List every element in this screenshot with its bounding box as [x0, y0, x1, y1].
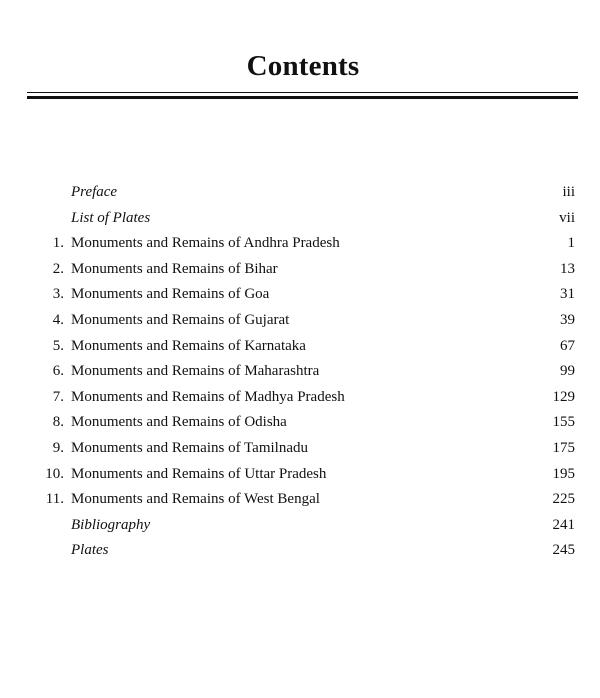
entry-number: 10.: [45, 465, 64, 482]
entry-page: 175: [552, 439, 575, 456]
entry-title: Monuments and Remains of Karnataka: [71, 337, 306, 354]
toc-entry: [0, 335, 600, 361]
entry-page: 99: [560, 363, 575, 380]
entry-title: Monuments and Remains of Madhya Pradesh: [71, 388, 345, 405]
entry-number: 5.: [52, 337, 64, 354]
toc-entry: [0, 360, 600, 386]
page-title: Contents: [246, 50, 360, 82]
entry-page: 225: [552, 491, 575, 508]
entry-page: 155: [552, 414, 575, 431]
entry-page: 245: [552, 542, 575, 559]
toc-entry: [0, 232, 600, 258]
entry-page: 1: [567, 235, 575, 252]
toc-entry: [0, 386, 600, 412]
entry-page: vii: [559, 209, 575, 226]
toc-entry: [0, 539, 600, 565]
toc-entry: [0, 411, 600, 437]
entry-number: 7.: [52, 388, 64, 405]
entry-page: 67: [560, 337, 575, 354]
entry-number: 2.: [52, 260, 64, 277]
entry-title: List of Plates: [71, 209, 151, 226]
toc-entry: [0, 514, 600, 540]
entry-title: Monuments and Remains of Goa: [71, 286, 270, 303]
entry-title: Plates: [71, 542, 109, 559]
entry-number: 9.: [52, 439, 64, 456]
entry-number: 4.: [52, 311, 64, 328]
toc-entry: [0, 181, 600, 207]
entry-title: Monuments and Remains of Uttar Pradesh: [71, 465, 327, 482]
entry-number: 1.: [52, 235, 64, 252]
entry-title: Monuments and Remains of Odisha: [71, 414, 287, 431]
entry-page: iii: [562, 184, 575, 200]
title-rule-thick: [27, 96, 578, 99]
entry-number: 8.: [52, 414, 64, 431]
entry-page: 241: [552, 516, 575, 533]
entry-page: 13: [560, 260, 575, 277]
entry-title: Bibliography: [71, 516, 151, 533]
entry-number: 11.: [45, 491, 64, 508]
toc-entry: [0, 309, 600, 335]
entry-page: 195: [552, 465, 575, 482]
entry-title: Monuments and Remains of Tamilnadu: [71, 439, 308, 456]
title-rule-thin: [27, 92, 578, 93]
toc-entry: [0, 258, 600, 284]
entry-page: 39: [560, 311, 575, 328]
toc-entry: [0, 463, 600, 489]
entry-number: 3.: [52, 286, 64, 303]
toc-entry: [0, 207, 600, 233]
entry-number: 6.: [52, 363, 64, 380]
entry-page: 129: [552, 388, 575, 405]
table-of-contents: [0, 181, 600, 565]
entry-page: 31: [560, 286, 575, 303]
entry-title: Monuments and Remains of West Bengal: [71, 491, 320, 508]
toc-entry: [0, 283, 600, 309]
toc-entry: [0, 437, 600, 463]
entry-title: Preface: [71, 184, 118, 200]
entry-title: Monuments and Remains of Andhra Pradesh: [71, 235, 340, 252]
entry-title: Monuments and Remains of Bihar: [71, 260, 278, 277]
entry-title: Monuments and Remains of Maharashtra: [71, 363, 320, 380]
toc-entry: [0, 488, 600, 514]
entry-title: Monuments and Remains of Gujarat: [71, 311, 290, 328]
